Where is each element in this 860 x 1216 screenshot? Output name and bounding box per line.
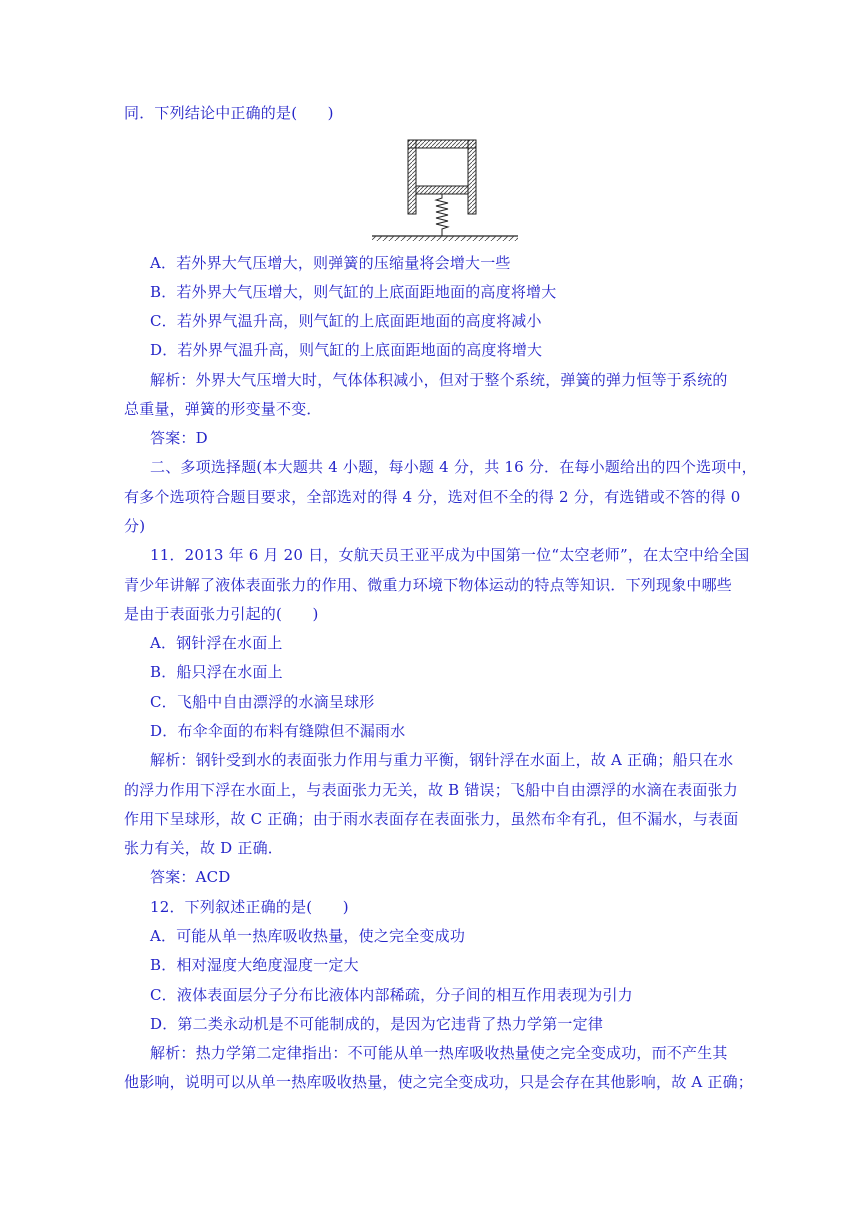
- section-2-heading-line-1: 二、多项选择题(本大题共 4 小题，每小题 4 分，共 16 分．在每小题给出的四个选项中，: [150, 458, 757, 476]
- q11-stem-line-1: 11．2013 年 6 月 20 日，女航天员王亚平成为中国第一位“太空老师”，在太空中给全国: [150, 546, 750, 564]
- q11-stem-line-3: 是由于表面张力引起的( ): [124, 605, 319, 623]
- q12-option-c: C．液体表面层分子分布比液体内部稀疏，分子间的相互作用表现为引力: [150, 986, 633, 1004]
- q11-analysis-line-4: 张力有关，故 D 正确．: [124, 839, 283, 857]
- q10-option-c: C．若外界气温升高，则气缸的上底面距地面的高度将减小: [150, 312, 542, 330]
- q12-analysis-line-2: 他影响，说明可以从单一热库吸收热量，使之完全变成功，只是会存在其他影响，故 A 正确；: [124, 1073, 753, 1091]
- q10-option-a: A．若外界大气压增大，则弹簧的压缩量将会增大一些: [150, 254, 511, 272]
- question-10-stem-tail: 同．下列结论中正确的是( ): [124, 104, 334, 122]
- q11-option-c: C．飞船中自由漂浮的水滴呈球形: [150, 693, 375, 711]
- q10-analysis-line-1: 解析：外界大气压增大时，气体体积减小，但对于整个系统，弹簧的弹力恒等于系统的: [150, 371, 728, 389]
- q10-analysis-line-2: 总重量，弹簧的形变量不变．: [124, 400, 322, 418]
- q11-analysis-line-2: 的浮力作用下浮在水面上，与表面张力无关，故 B 错误；飞船中自由漂浮的水滴在表面张力: [124, 781, 738, 799]
- q12-analysis-line-1: 解析：热力学第二定律指出：不可能从单一热库吸收热量使之完全变成功，而不产生其: [150, 1044, 728, 1062]
- section-2-heading-line-3: 分): [124, 517, 146, 535]
- q11-stem-line-2: 青少年讲解了液体表面张力的作用、微重力环境下物体运动的特点等知识．下列现象中哪些: [124, 576, 733, 594]
- q12-stem: 12．下列叙述正确的是( ): [150, 898, 349, 916]
- q12-option-b: B．相对湿度大绝度湿度一定大: [150, 956, 359, 974]
- q12-option-d: D．第二类永动机是不可能制成的，是因为它违背了热力学第一定律: [150, 1015, 604, 1033]
- q12-option-a: A．可能从单一热库吸收热量，使之完全变成功: [150, 927, 466, 945]
- q11-option-b: B．船只浮在水面上: [150, 663, 283, 681]
- q11-option-a: A．钢针浮在水面上: [150, 634, 283, 652]
- q11-answer: 答案：ACD: [150, 868, 231, 886]
- q11-option-d: D．布伞伞面的布料有缝隙但不漏雨水: [150, 722, 406, 740]
- cylinder-spring-diagram: [372, 138, 518, 244]
- q11-analysis-line-1: 解析：钢针受到水的表面张力作用与重力平衡，钢针浮在水面上，故 A 正确；船只在水: [150, 751, 734, 769]
- q10-option-d: D．若外界气温升高，则气缸的上底面距地面的高度将增大: [150, 341, 543, 359]
- q10-option-b: B．若外界大气压增大，则气缸的上底面距地面的高度将增大: [150, 283, 557, 301]
- section-2-heading-line-2: 有多个选项符合题目要求，全部选对的得 4 分，选对但不全的得 2 分，有选错或不答的得 0: [124, 488, 741, 506]
- q10-answer: 答案：D: [150, 429, 208, 447]
- q11-analysis-line-3: 作用下呈球形，故 C 正确；由于雨水表面存在表面张力，虽然布伞有孔，但不漏水，与表面: [124, 810, 739, 828]
